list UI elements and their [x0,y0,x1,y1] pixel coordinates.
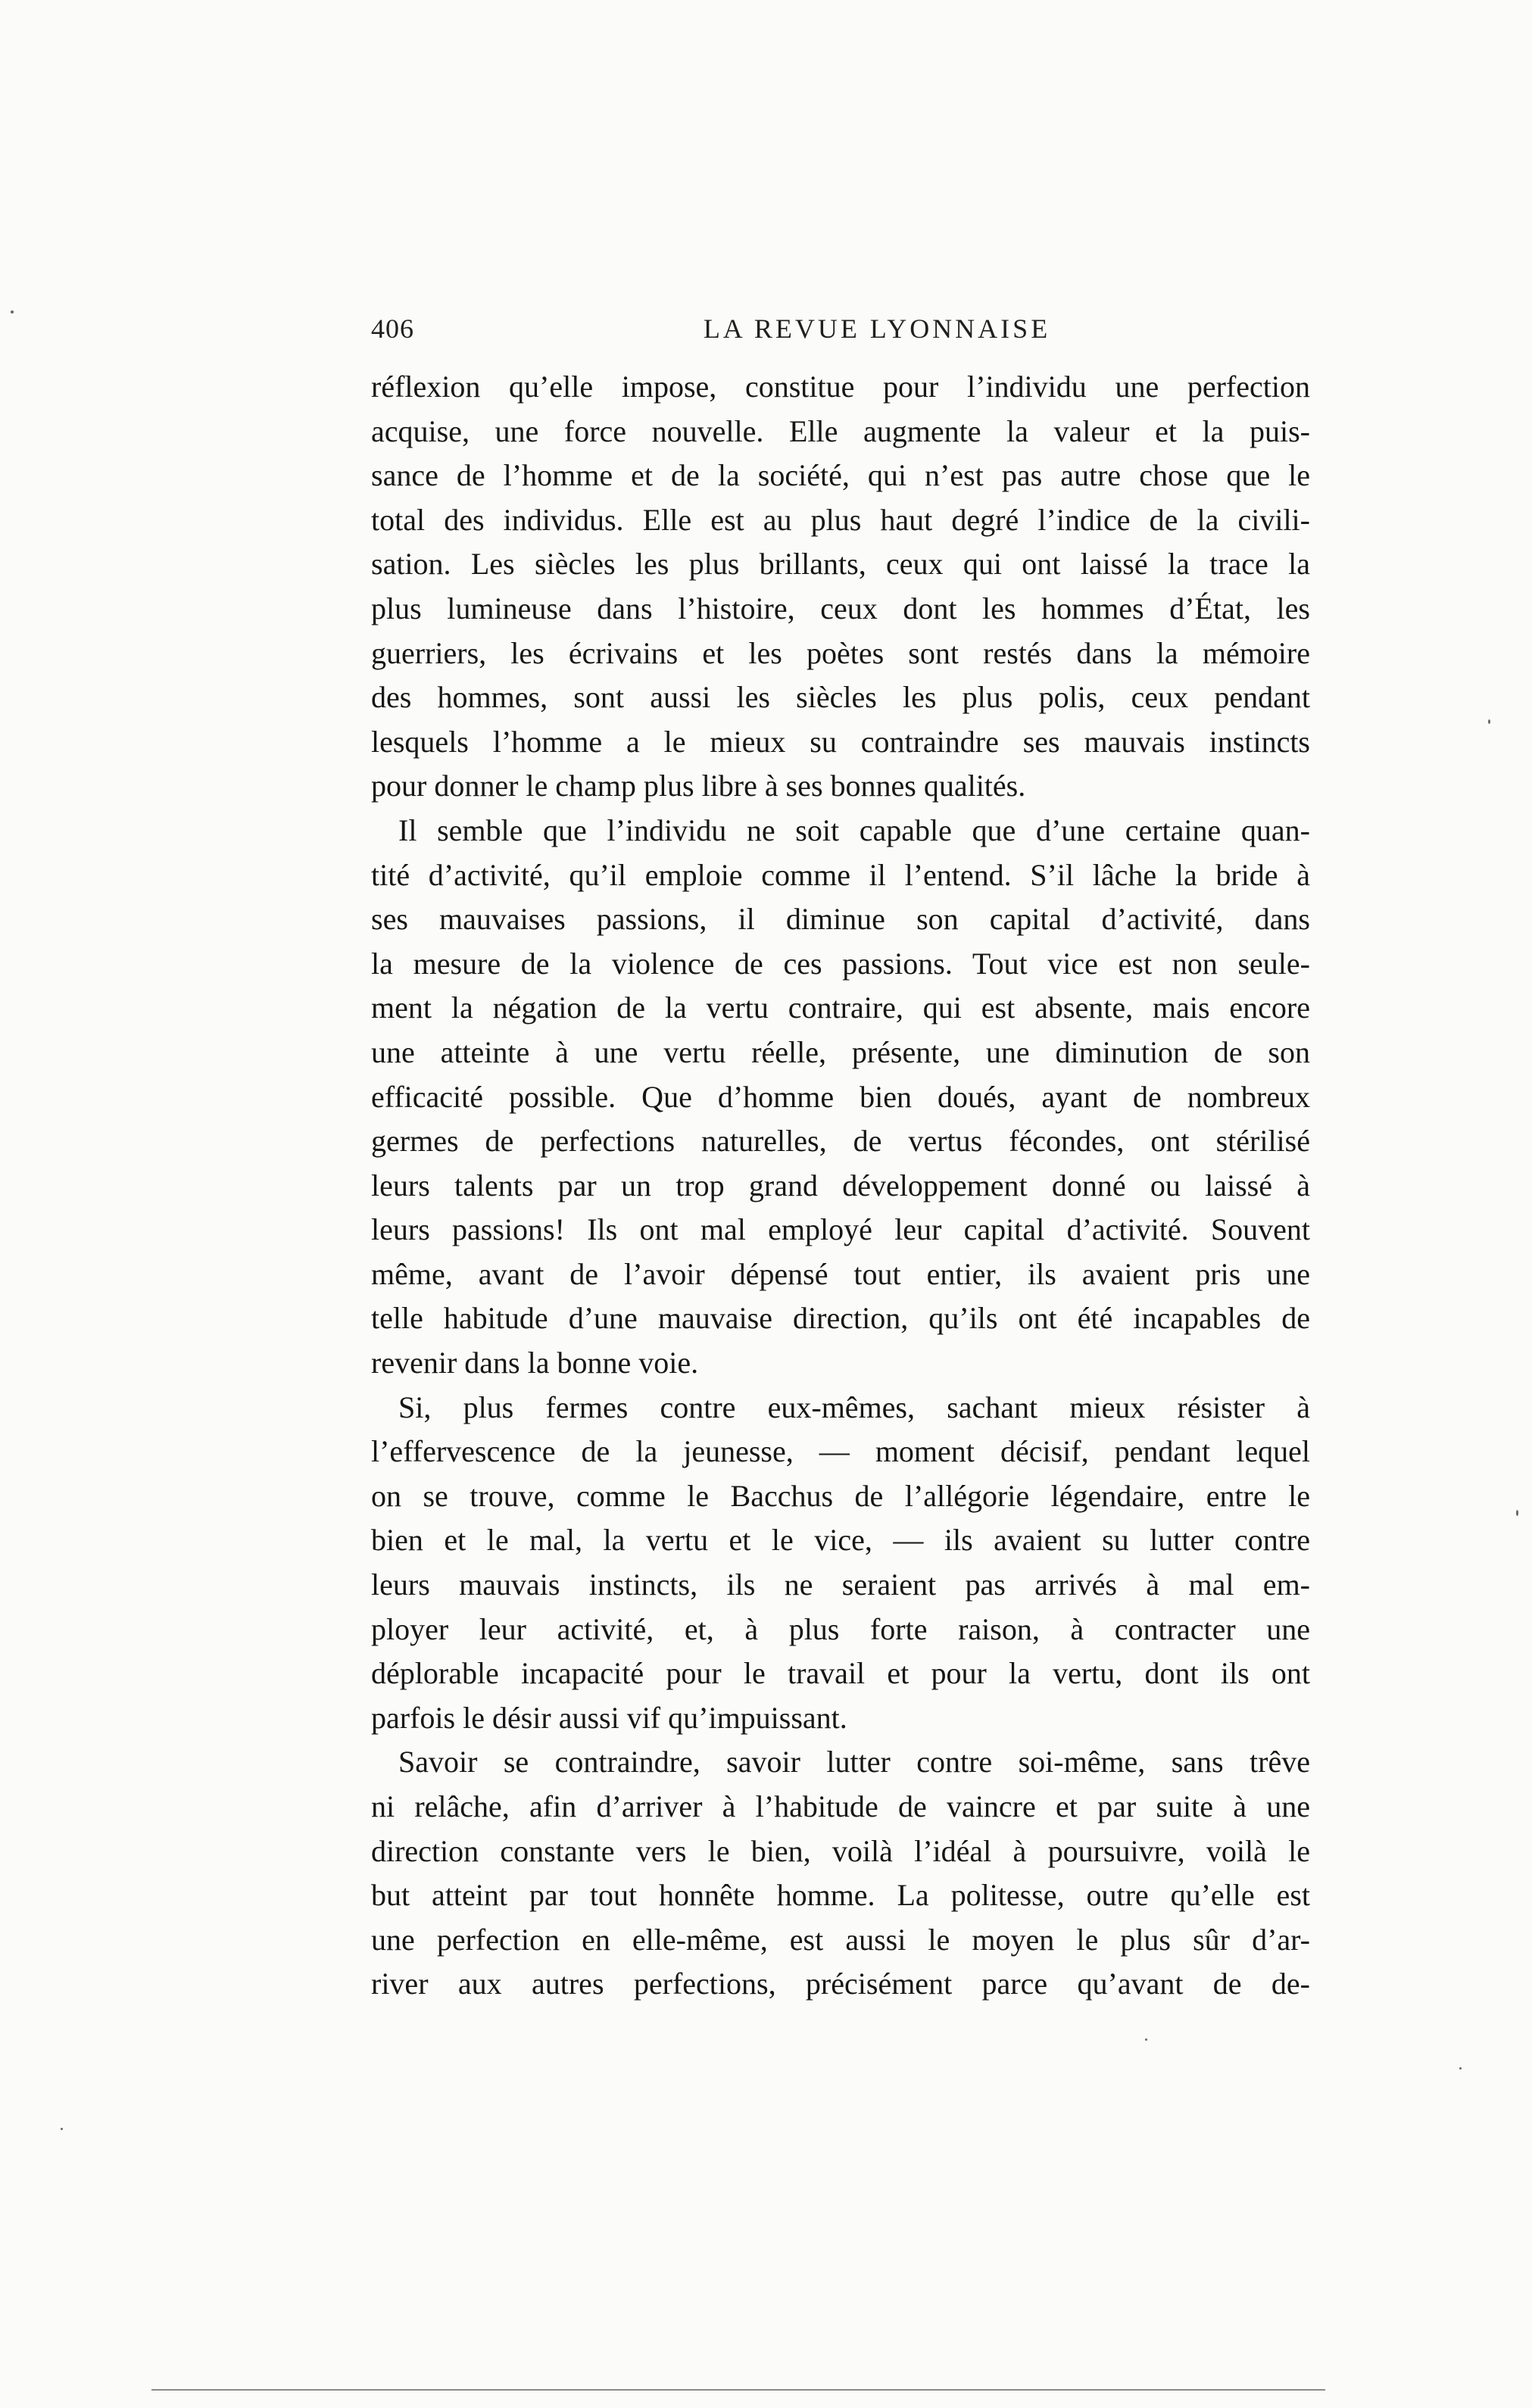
text-line: efficacité possible. Que d’homme bien doués, ayant de nombreux [371,1079,1310,1114]
text-line: ni relâche, afin d’arriver à l’habitude de vaincre et par suite à une [371,1789,1310,1823]
scan-speck [1516,1510,1518,1516]
article-body [371,365,1310,2007]
text-line: sation. Les siècles les plus brillants, ceux qui ont laissé la trace la [371,547,1310,582]
text-line: ses mauvaises passions, il diminue son capital d’activité, dans [371,902,1310,937]
scan-speck [1488,719,1490,724]
text-line: but atteint par tout honnête homme. La politesse, outre qu’elle est [371,1878,1310,1913]
text-line: ployer leur activité, et, à plus forte raison, à contracter une [371,1611,1310,1646]
text-line: l’effervescence de la jeunesse, — moment décisif, pendant lequel [371,1434,1310,1469]
text-line: Savoir se contraindre, savoir lutter contre soi-même, sans trêve [398,1745,1310,1779]
paragraph-3 [371,1386,1310,1741]
text-line: telle habitude d’une mauvaise direction, qu’ils ont été incapables de [371,1301,1310,1336]
text-line: des hommes, sont aussi les siècles les plus polis, ceux pendant [371,680,1310,715]
text-line: plus lumineuse dans l’histoire, ceux dont les hommes d’État, les [371,591,1310,625]
text-line: leurs passions! Ils ont mal employé leur capital d’activité. Souvent [371,1212,1310,1247]
text-line: sance de l’homme et de la société, qui n’est pas autre chose que le [371,458,1310,493]
text-line: pour donner le champ plus libre à ses bonnes qualités. [371,769,1026,803]
scan-speck [11,310,14,313]
text-line: bien et le mal, la vertu et le vice, — ils avaient su lutter contre [371,1523,1310,1558]
text-line: on se trouve, comme le Bacchus de l’allégorie légendaire, entre le [371,1478,1310,1513]
text-line: Si, plus fermes contre eux-mêmes, sachant mieux résister à [398,1390,1310,1424]
page-header [371,306,1310,351]
bottom-edge-rule [151,2389,1325,2391]
text-line: même, avant de l’avoir dépensé tout entier, ils avaient pris une [371,1256,1310,1291]
text-line: germes de perfections naturelles, de vertus fécondes, ont stérilisé [371,1124,1310,1159]
paragraph-2 [371,809,1310,1386]
scan-speck [1145,2038,1147,2041]
text-line: ment la négation de la vertu contraire, qui est absente, mais encore [371,990,1310,1025]
scan-speck [1459,2067,1462,2070]
text-line: acquise, une force nouvelle. Elle augmente la valeur et la puis- [371,413,1310,448]
text-line: tité d’activité, qu’il emploie comme il l’entend. S’il lâche la bride à [371,857,1310,892]
text-line: parfois le désir aussi vif qu’impuissant. [371,1700,847,1735]
text-line: leurs talents par un trop grand développement donné ou laissé à [371,1168,1310,1202]
scan-speck [61,2128,63,2130]
text-line: leurs mauvais instincts, ils ne seraient pas arrivés à mal em- [371,1567,1310,1602]
text-line: une atteinte à une vertu réelle, présente, une diminution de son [371,1034,1310,1069]
text-line: total des individus. Elle est au plus haut degré l’indice de la civili- [371,502,1310,537]
paragraph-4 [371,1740,1310,2007]
text-line: réflexion qu’elle impose, constitue pour l’individu une perfection [371,370,1310,404]
text-line: lesquels l’homme a le mieux su contraindre ses mauvais instincts [371,724,1310,759]
text-line: Il semble que l’individu ne soit capable que d’une certaine quan- [398,813,1310,847]
text-line: une perfection en elle-même, est aussi le moyen le plus sûr d’ar- [371,1922,1310,1957]
text-line: river aux autres perfections, précisément parce qu’avant de de- [371,1967,1310,2001]
page-number: 406 [371,313,414,344]
text-line: guerriers, les écrivains et les poètes sont restés dans la mémoire [371,635,1310,670]
paragraph-1 [371,365,1310,809]
running-title: LA REVUE LYONNAISE [703,313,1051,344]
text-line: revenir dans la bonne voie. [371,1346,699,1380]
text-line: déplorable incapacité pour le travail et pour la vertu, dont ils ont [371,1656,1310,1691]
text-line: direction constante vers le bien, voilà l’idéal à poursuivre, voilà le [371,1833,1310,1868]
text-line: la mesure de la violence de ces passions. Tout vice est non seule- [371,946,1310,981]
